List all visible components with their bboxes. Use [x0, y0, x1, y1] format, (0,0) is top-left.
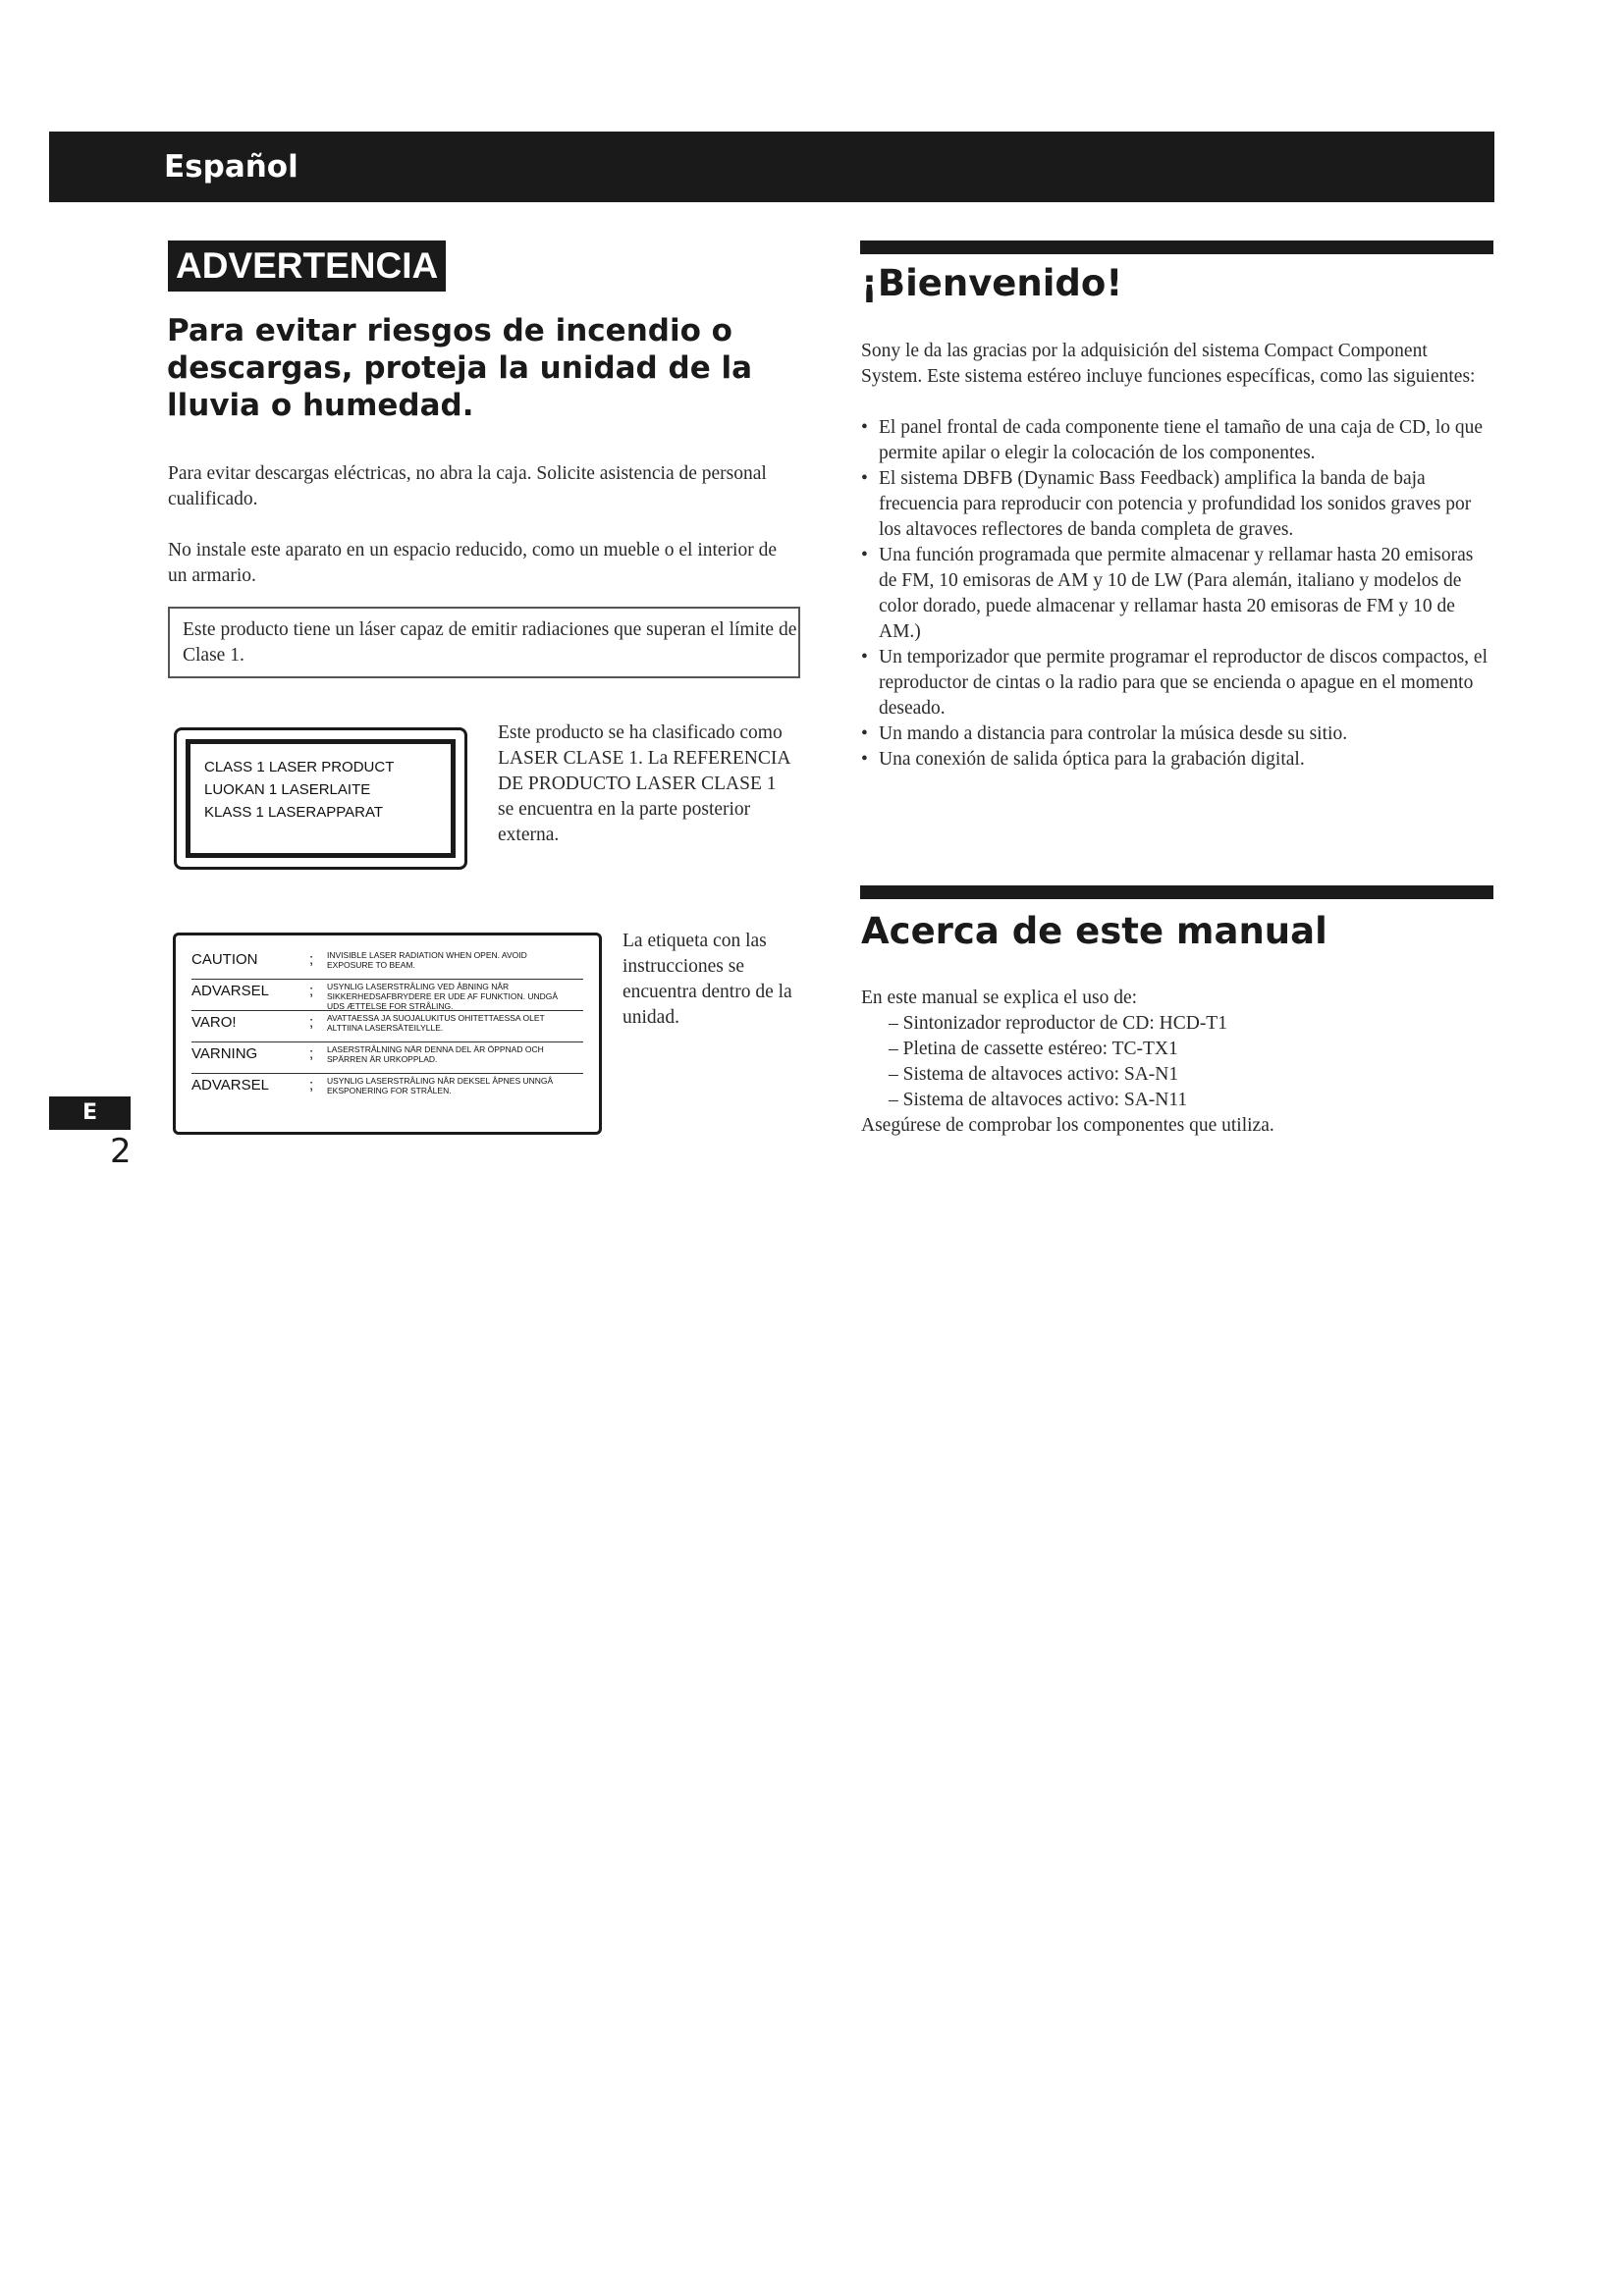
manual-intro: En este manual se explica el uso de: — [861, 988, 1138, 1008]
label-line: CLASS 1 LASER PRODUCT — [204, 759, 395, 775]
caution-row — [191, 1041, 583, 1074]
label-inner — [190, 744, 451, 853]
caution-separator: ; — [309, 983, 314, 999]
label-line: LUOKAN 1 LASERLAITE — [204, 781, 371, 798]
class1-laser-label — [174, 727, 467, 870]
welcome-intro: Sony le da las gracias por la adquisición del sistema Compact Component System. Este sistema estéreo incluye funciones específicas, como las siguientes: — [861, 341, 1476, 387]
language-header — [49, 132, 1494, 202]
caution-row — [191, 1010, 583, 1042]
component-item: – Pletina de cassette estéreo: TC-TX1 — [889, 1039, 1178, 1059]
page-number: 2 — [110, 1132, 132, 1171]
caution-separator: ; — [309, 1014, 314, 1031]
caution-word: VARNING — [191, 1045, 258, 1062]
caution-row — [191, 1073, 583, 1104]
caution-label-caption: La etiqueta con las instrucciones se encuentra dentro de la unidad. — [623, 931, 792, 1028]
warning-paragraph-1: Para evitar descargas eléctricas, no abra la caja. Solicite asistencia de personal cualificado. — [168, 463, 767, 509]
section-rule — [860, 240, 1493, 254]
feature-item: • Una conexión de salida óptica para la grabación digital. — [861, 747, 1489, 773]
warning-heading: Para evitar riesgos de incendio o descargas, proteja la unidad de la lluvia o humedad. — [167, 313, 753, 423]
caution-separator: ; — [309, 1077, 314, 1094]
caution-word: CAUTION — [191, 951, 258, 968]
manual-outro: Asegúrese de comprobar los componentes que utiliza. — [861, 1115, 1274, 1136]
feature-list — [861, 415, 1489, 773]
language-title: Español — [164, 149, 298, 185]
component-item: – Sintonizador reproductor de CD: HCD-T1 — [889, 1013, 1227, 1034]
caution-word: VARO! — [191, 1014, 237, 1031]
caution-row — [191, 979, 583, 1011]
feature-item: • Una función programada que permite almacenar y rellamar hasta 20 emisoras de FM, 10 emisoras de AM y 10 de LW (Para alemán, italiano y modelos de color dorado, puede almacenar y rellamar hasta 20 emisoras de FM y 10 de AM.) — [861, 543, 1489, 645]
feature-item: • El sistema DBFB (Dynamic Bass Feedback) amplifica la banda de baja frecuencia para reproducir con potencia y profundidad los sonidos graves por los altavoces reflectores de banda completa de graves. — [861, 466, 1489, 543]
warning-paragraph-2: No instale este aparato en un espacio reducido, como un mueble o el interior de un armario. — [168, 540, 777, 586]
caution-text: USYNLIG LASERSTRÅLING VED ÅBNING NÅR SIKKERHEDSAFBRYDERE ER UDE AF FUNKTION. UNDGÅ UDS ÆTTELSE FOR STRÅLING. — [327, 982, 559, 1011]
class-label-caption: Este producto se ha clasificado como LASER CLASE 1. La REFERENCIA DE PRODUCTO LASER CLASE 1 se encuentra en la parte posterior externa. — [498, 722, 790, 845]
caution-text: LASERSTRÅLNING NÄR DENNA DEL ÄR ÖPPNAD OCH SPÄRREN ÄR URKOPPLAD. — [327, 1044, 544, 1064]
caution-text: INVISIBLE LASER RADIATION WHEN OPEN. AVOID EXPOSURE TO BEAM. — [327, 950, 527, 970]
welcome-title: ¡Bienvenido! — [861, 262, 1123, 304]
section-rule — [860, 885, 1493, 899]
caution-label — [173, 933, 602, 1135]
language-tab: E — [49, 1096, 131, 1130]
caution-text: USYNLIG LASERSTRÅLING NÅR DEKSEL ÅPNES UNNGÅ EKSPONERING FOR STRÅLEN. — [327, 1076, 554, 1095]
feature-item: • Un mando a distancia para controlar la música desde su sitio. — [861, 721, 1489, 747]
caution-word: ADVARSEL — [191, 1077, 269, 1094]
component-item: – Sistema de altavoces activo: SA-N1 — [889, 1064, 1179, 1085]
caution-row — [191, 947, 583, 980]
caution-separator: ; — [309, 1045, 314, 1062]
caution-text: AVATTAESSA JA SUOJALUKITUS OHITETTAESSA OLET ALTTIINA LASERSÄTEILYLLE. — [327, 1013, 545, 1033]
caution-word: ADVARSEL — [191, 983, 269, 999]
manual-title: Acerca de este manual — [861, 910, 1327, 952]
laser-notice-box: Este producto tiene un láser capaz de emitir radiaciones que superan el límite de Clase 1. — [168, 607, 800, 678]
label-line: KLASS 1 LASERAPPARAT — [204, 804, 384, 821]
warning-badge: ADVERTENCIA — [168, 240, 446, 292]
component-item: – Sistema de altavoces activo: SA-N11 — [889, 1090, 1188, 1110]
component-list — [889, 1011, 1227, 1113]
caution-separator: ; — [309, 951, 314, 968]
feature-item: • Un temporizador que permite programar el reproductor de discos compactos, el reproductor de cintas o la radio para que se encienda o apague en el momento deseado. — [861, 645, 1489, 721]
feature-item: • El panel frontal de cada componente tiene el tamaño de una caja de CD, lo que permite apilar o elegir la colocación de los componentes. — [861, 415, 1489, 466]
